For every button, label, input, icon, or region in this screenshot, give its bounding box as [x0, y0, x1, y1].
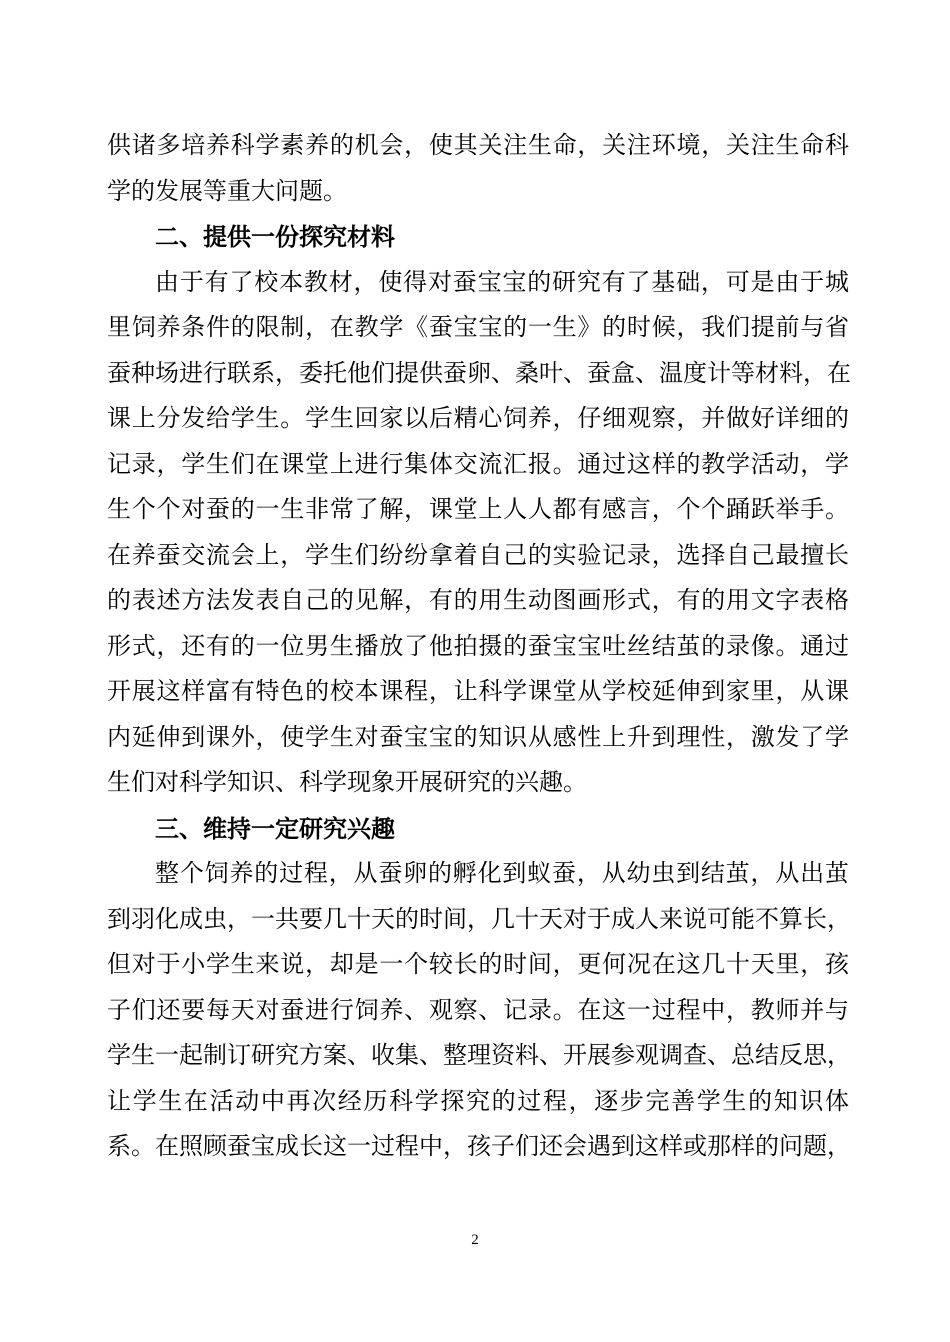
text-line: 学生一起制订研究方案、收集、整理资料、开展参观调查、总结反思， — [107, 1041, 851, 1069]
text-line: 里饲养条件的限制，在教学《蚕宝宝的一生》的时候，我们提前与省 — [107, 313, 849, 341]
body-text — [107, 123, 849, 1170]
text-line: 系。在照顾蚕宝成长这一过程中，孩子们还会遇到这样或那样的问题， — [107, 1132, 851, 1160]
section-heading: 二、提供一份探究材料 — [155, 222, 395, 251]
intro-paragraph — [107, 123, 849, 214]
text-line: 记录，学生们在课堂上进行集体交流汇报。通过这样的教学活动，学 — [107, 449, 849, 478]
text-line: 由于有了校本教材，使得对蚕宝宝的研究有了基础，可是由于城 — [155, 267, 849, 296]
text-line: 在养蚕交流会上，学生们纷纷拿着自己的实验记录，选择自己最擅长 — [107, 540, 849, 569]
text-line: 到羽化成虫，一共要几十天的时间，几十天对于成人来说可能不算长， — [107, 904, 851, 933]
text-line: 形式，还有的一位男生播放了他拍摄的蚕宝宝吐丝结茧的录像。通过 — [107, 631, 849, 660]
text-line: 开展这样富有特色的校本课程，让科学课堂从学校延伸到家里，从课 — [107, 677, 849, 705]
text-line: 供诸多培养科学素养的机会，使其关注生命，关注环境，关注生命科 — [107, 131, 849, 159]
text-line: 学的发展等重大问题。 — [107, 176, 347, 205]
section-heading: 三、维持一定研究兴趣 — [155, 813, 395, 843]
text-line: 整个饲养的过程，从蚕卵的孵化到蚁蚕，从幼虫到结茧，从出茧 — [155, 859, 849, 887]
section-3-paragraph — [107, 851, 849, 1170]
text-line: 子们还要每天对蚕进行饲养、观察、记录。在这一过程中，教师并与 — [107, 995, 849, 1024]
text-line: 蚕种场进行联系，委托他们提供蚕卵、桑叶、蚕盒、温度计等材料，在 — [107, 358, 851, 387]
text-line: 课上分发给学生。学生回家以后精心饲养，仔细观察，并做好详细的 — [107, 404, 849, 432]
page-number: 2 — [471, 1232, 479, 1248]
section-2-paragraph — [107, 260, 849, 806]
text-line: 但对于小学生来说，却是一个较长的时间，更何况在这几十天里，孩 — [107, 950, 849, 978]
text-line: 生们对科学知识、科学现象开展研究的兴趣。 — [107, 768, 587, 796]
text-line: 让学生在活动中再次经历科学探究的过程，逐步完善学生的知识体 — [107, 1086, 849, 1115]
text-line: 内延伸到课外，使学生对蚕宝宝的知识从感性上升到理性，激发了学 — [107, 722, 849, 751]
text-line: 生个个对蚕的一生非常了解，课堂上人人都有感言，个个踊跃举手。 — [107, 495, 849, 523]
text-line: 的表述方法发表自己的见解，有的用生动图画形式，有的用文字表格 — [107, 586, 849, 614]
